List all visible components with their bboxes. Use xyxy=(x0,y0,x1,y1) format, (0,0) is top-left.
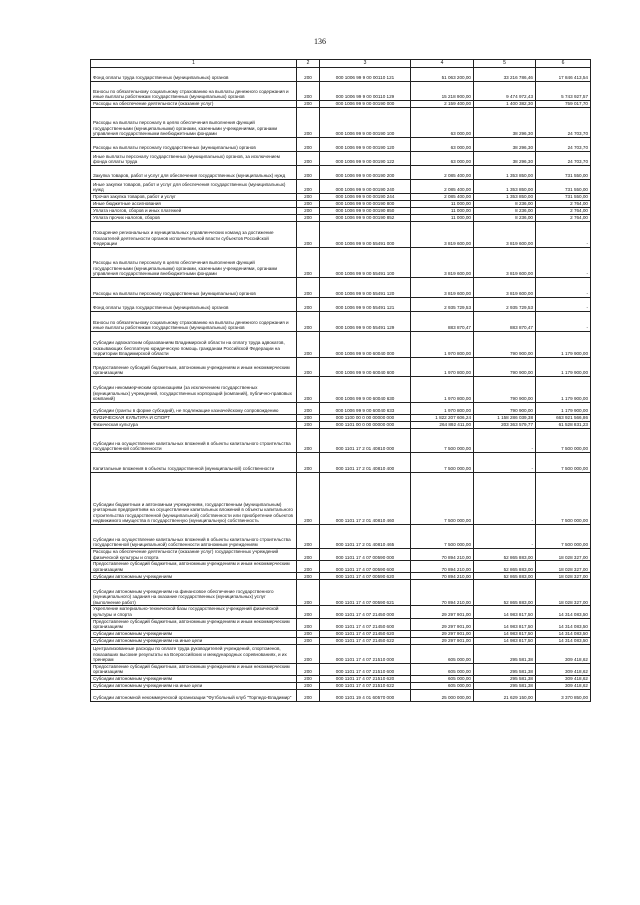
row-approved-amount-cell: 883 870,47 xyxy=(411,312,474,332)
row-approved-amount-cell: 3 819 600,00 xyxy=(411,222,474,248)
row-name-cell: Субсидии автономным учреждениям xyxy=(91,675,297,682)
page-number: 136 xyxy=(314,37,326,46)
row-name-cell: Субсидии автономным учреждениям на финансовое обеспечение государственного (муниципального) задания на оказание государственных (муниципальных) услуг (выполнение работ) xyxy=(91,580,297,606)
table-row xyxy=(91,332,591,358)
row-classification-code-cell: 000 1006 99 9 00 00190 000 xyxy=(320,101,411,108)
row-code-cell: 200 xyxy=(297,152,320,166)
row-name-cell: Фонд оплаты труда государственных (муниципальных) органов xyxy=(91,68,297,82)
row-code-cell: 200 xyxy=(297,215,320,222)
row-classification-code-cell: 000 1101 17 4 07 21510 000 xyxy=(320,644,411,663)
row-classification-code-cell: 000 1006 99 9 00 00190 800 xyxy=(320,201,411,208)
row-approved-amount-cell: 11 000,00 xyxy=(411,208,474,215)
table-row xyxy=(91,415,591,422)
row-approved-amount-cell: 605 000,00 xyxy=(411,682,474,689)
row-executed-amount-cell: 14 983 817,50 xyxy=(474,637,536,644)
row-code-cell: 200 xyxy=(297,675,320,682)
row-approved-amount-cell: 2 085 400,00 xyxy=(411,180,474,194)
row-code-cell: 200 xyxy=(297,689,320,701)
row-approved-amount-cell: 70 894 210,00 xyxy=(411,549,474,561)
row-approved-amount-cell: 2 085 400,00 xyxy=(411,166,474,180)
row-classification-code-cell: 000 1101 17 4 07 21510 620 xyxy=(320,675,411,682)
row-unexecuted-amount-cell: 759 017,70 xyxy=(536,101,591,108)
row-unexecuted-amount-cell: 309 418,62 xyxy=(536,663,591,675)
row-approved-amount-cell: 25 000 000,00 xyxy=(411,689,474,701)
row-name-cell: Субсидии (гранты в форме субсидий), не подлежащие казначейскому сопровождению xyxy=(91,403,297,415)
row-name-cell: Иные бюджетные ассигнования xyxy=(91,201,297,208)
row-approved-amount-cell: 1 970 800,00 xyxy=(411,377,474,403)
table-row xyxy=(91,377,591,403)
row-code-cell: 200 xyxy=(297,166,320,180)
row-executed-amount-cell: 295 581,38 xyxy=(474,682,536,689)
row-classification-code-cell: 000 1006 99 9 00 00190 244 xyxy=(320,194,411,201)
table-row xyxy=(91,637,591,644)
row-classification-code-cell: 000 1006 99 9 00 00190 122 xyxy=(320,152,411,166)
row-approved-amount-cell: 2 935 729,53 xyxy=(411,298,474,312)
header-cell-5: 5 xyxy=(474,60,536,68)
row-code-cell: 200 xyxy=(297,549,320,561)
row-approved-amount-cell: 605 000,00 xyxy=(411,644,474,663)
budget-table xyxy=(90,59,591,702)
row-classification-code-cell: 000 1006 99 9 00 00190 850 xyxy=(320,208,411,215)
table-row xyxy=(91,549,591,561)
row-approved-amount-cell: 605 000,00 xyxy=(411,663,474,675)
row-approved-amount-cell: 2 085 400,00 xyxy=(411,194,474,201)
row-unexecuted-amount-cell: 3 370 850,00 xyxy=(536,689,591,701)
table-row xyxy=(91,278,591,298)
row-code-cell: 200 xyxy=(297,194,320,201)
row-unexecuted-amount-cell: 7 500 000,00 xyxy=(536,429,591,453)
table-row xyxy=(91,208,591,215)
row-approved-amount-cell: 63 000,00 xyxy=(411,138,474,152)
row-code-cell: 200 xyxy=(297,377,320,403)
row-unexecuted-amount-cell: 1 179 900,00 xyxy=(536,358,591,377)
row-unexecuted-amount-cell: 7 500 000,00 xyxy=(536,453,591,473)
row-name-cell: Предоставление субсидий бюджетным, автономным учреждениям и иным некоммерческим организациям xyxy=(91,663,297,675)
row-classification-code-cell: 000 1101 00 0 00 00000 000 xyxy=(320,422,411,429)
row-approved-amount-cell: 7 500 000,00 xyxy=(411,473,474,525)
row-code-cell: 200 xyxy=(297,101,320,108)
row-executed-amount-cell: 3 819 600,00 xyxy=(474,278,536,298)
row-name-cell: Субсидии автономным учреждениям xyxy=(91,630,297,637)
row-approved-amount-cell: 1 822 207 606,24 xyxy=(411,415,474,422)
row-classification-code-cell: 000 1101 17 4 07 00590 620 xyxy=(320,573,411,580)
row-unexecuted-amount-cell: 14 314 083,50 xyxy=(536,630,591,637)
row-executed-amount-cell: 14 983 817,50 xyxy=(474,606,536,618)
row-code-cell: 200 xyxy=(297,358,320,377)
row-name-cell: Расходы на выплаты персоналу в целях обеспечения выполнения функций государственными (муниципальными) органами, казенными учреждениями, органами управления государственными внебюджетными фондами xyxy=(91,248,297,278)
row-unexecuted-amount-cell: 14 314 083,50 xyxy=(536,618,591,630)
row-executed-amount-cell: 21 629 150,00 xyxy=(474,689,536,701)
row-unexecuted-amount-cell: 1 179 900,00 xyxy=(536,377,591,403)
header-cell-1: 1 xyxy=(91,60,297,68)
table-row xyxy=(91,298,591,312)
table-row xyxy=(91,222,591,248)
row-executed-amount-cell: 3 819 600,00 xyxy=(474,248,536,278)
table-row xyxy=(91,429,591,453)
row-code-cell: 200 xyxy=(297,68,320,82)
row-classification-code-cell: 000 1006 99 9 00 55491 100 xyxy=(320,248,411,278)
row-name-cell: Капитальные вложения в объекты государственной (муниципальной) собственности xyxy=(91,453,297,473)
table-body xyxy=(91,68,591,702)
row-classification-code-cell: 000 1006 99 9 00 55491 129 xyxy=(320,312,411,332)
row-executed-amount-cell: - xyxy=(474,429,536,453)
row-name-cell: Фонд оплаты труда государственных (муниципальных) органов xyxy=(91,298,297,312)
row-unexecuted-amount-cell: - xyxy=(536,278,591,298)
row-name-cell: Субсидии автономным учреждениям на иные цели xyxy=(91,637,297,644)
row-approved-amount-cell: 29 297 901,00 xyxy=(411,630,474,637)
row-unexecuted-amount-cell: 18 028 327,00 xyxy=(536,573,591,580)
row-unexecuted-amount-cell: 24 703,70 xyxy=(536,108,591,138)
row-code-cell: 200 xyxy=(297,682,320,689)
row-executed-amount-cell: 38 296,30 xyxy=(474,152,536,166)
row-executed-amount-cell: 203 363 579,77 xyxy=(474,422,536,429)
row-unexecuted-amount-cell: 2 764,00 xyxy=(536,215,591,222)
row-unexecuted-amount-cell: 309 418,62 xyxy=(536,675,591,682)
row-executed-amount-cell: 9 474 972,43 xyxy=(474,82,536,101)
row-code-cell: 200 xyxy=(297,312,320,332)
row-classification-code-cell: 000 1101 17 4 07 21450 600 xyxy=(320,618,411,630)
table-row xyxy=(91,201,591,208)
row-approved-amount-cell: 70 894 210,00 xyxy=(411,573,474,580)
row-approved-amount-cell: 1 970 800,00 xyxy=(411,358,474,377)
table-row xyxy=(91,630,591,637)
row-classification-code-cell: 000 1101 17 4 07 21510 600 xyxy=(320,663,411,675)
table-row xyxy=(91,180,591,194)
row-unexecuted-amount-cell: 309 418,62 xyxy=(536,682,591,689)
row-unexecuted-amount-cell: 18 028 327,00 xyxy=(536,561,591,573)
row-code-cell: 200 xyxy=(297,422,320,429)
row-unexecuted-amount-cell: 309 418,62 xyxy=(536,644,591,663)
row-approved-amount-cell: 7 500 000,00 xyxy=(411,525,474,549)
row-executed-amount-cell: 790 900,00 xyxy=(474,403,536,415)
row-approved-amount-cell: 29 297 901,00 xyxy=(411,606,474,618)
row-unexecuted-amount-cell: 7 500 000,00 xyxy=(536,525,591,549)
row-code-cell: 200 xyxy=(297,429,320,453)
table-row xyxy=(91,358,591,377)
row-name-cell: Уплата прочих налогов, сборов xyxy=(91,215,297,222)
row-code-cell: 200 xyxy=(297,561,320,573)
row-executed-amount-cell: 14 983 817,50 xyxy=(474,618,536,630)
row-approved-amount-cell: 1 970 800,00 xyxy=(411,403,474,415)
row-executed-amount-cell: 52 865 883,00 xyxy=(474,573,536,580)
table-header-row xyxy=(91,60,591,68)
row-name-cell: Предоставление субсидий бюджетным, автономным учреждениям и иным некоммерческим организациям xyxy=(91,618,297,630)
row-executed-amount-cell: 3 819 600,00 xyxy=(474,222,536,248)
row-code-cell: 200 xyxy=(297,453,320,473)
row-approved-amount-cell: 29 297 901,00 xyxy=(411,637,474,644)
table-row xyxy=(91,152,591,166)
row-unexecuted-amount-cell: 2 764,00 xyxy=(536,201,591,208)
row-classification-code-cell: 000 1101 17 2 01 40810 460 xyxy=(320,473,411,525)
row-name-cell: Субсидии бюджетным и автономным учреждениям, государственным (муниципальным) унитарным предприятиям на осуществление капитальных вложений в объекты капитального строительства государственной (муниципальной) собственности или приобретение объектов недвижимого имущества в государственную (муниципальную) собственность xyxy=(91,473,297,525)
row-approved-amount-cell: 51 063 200,00 xyxy=(411,68,474,82)
row-classification-code-cell: 000 1006 99 9 00 00190 100 xyxy=(320,108,411,138)
row-code-cell: 200 xyxy=(297,180,320,194)
row-classification-code-cell: 000 1101 17 4 07 21510 622 xyxy=(320,682,411,689)
row-code-cell: 200 xyxy=(297,580,320,606)
table-row xyxy=(91,453,591,473)
row-name-cell: Субсидии автономным учреждениям xyxy=(91,573,297,580)
row-executed-amount-cell: 1 353 850,00 xyxy=(474,166,536,180)
row-classification-code-cell: 000 1006 99 9 00 00190 120 xyxy=(320,138,411,152)
table-row xyxy=(91,194,591,201)
header-cell-4: 4 xyxy=(411,60,474,68)
row-name-cell: Закупка товаров, работ и услуг для обеспечения государственных (муниципальных) нужд xyxy=(91,166,297,180)
row-executed-amount-cell: 52 865 883,00 xyxy=(474,549,536,561)
row-unexecuted-amount-cell: - xyxy=(536,248,591,278)
row-unexecuted-amount-cell: 14 314 083,50 xyxy=(536,637,591,644)
row-name-cell: Поощрение региональных и муниципальных управленческих команд за достижение показателей деятельности органов исполнительной власти субъектов Российской Федерации xyxy=(91,222,297,248)
row-unexecuted-amount-cell: 24 703,70 xyxy=(536,152,591,166)
row-code-cell: 200 xyxy=(297,138,320,152)
row-classification-code-cell: 000 1101 17 2 01 40810 465 xyxy=(320,525,411,549)
row-unexecuted-amount-cell: 731 550,00 xyxy=(536,166,591,180)
row-name-cell: Физическая культура xyxy=(91,422,297,429)
row-unexecuted-amount-cell: 7 500 000,00 xyxy=(536,473,591,525)
header-cell-6: 6 xyxy=(536,60,591,68)
row-executed-amount-cell: 33 216 786,46 xyxy=(474,68,536,82)
row-approved-amount-cell: 605 000,00 xyxy=(411,675,474,682)
row-executed-amount-cell: 1 353 850,00 xyxy=(474,194,536,201)
row-unexecuted-amount-cell: 663 921 566,86 xyxy=(536,415,591,422)
row-approved-amount-cell: 1 970 800,00 xyxy=(411,332,474,358)
table-row xyxy=(91,580,591,606)
row-classification-code-cell: 000 1101 17 4 07 00590 000 xyxy=(320,549,411,561)
row-approved-amount-cell: 63 000,00 xyxy=(411,152,474,166)
row-approved-amount-cell: 2 159 400,00 xyxy=(411,101,474,108)
table-row xyxy=(91,561,591,573)
row-unexecuted-amount-cell: 18 028 327,00 xyxy=(536,580,591,606)
row-code-cell: 200 xyxy=(297,525,320,549)
table-row xyxy=(91,215,591,222)
table-row xyxy=(91,689,591,701)
row-classification-code-cell: 000 1006 99 9 00 00110 121 xyxy=(320,68,411,82)
row-classification-code-cell: 000 1006 99 9 00 00110 129 xyxy=(320,82,411,101)
table-row xyxy=(91,166,591,180)
row-classification-code-cell: 000 1101 17 4 07 00590 600 xyxy=(320,561,411,573)
table-row xyxy=(91,68,591,82)
row-executed-amount-cell: 883 870,47 xyxy=(474,312,536,332)
row-code-cell: 200 xyxy=(297,403,320,415)
row-executed-amount-cell: - xyxy=(474,473,536,525)
row-code-cell: 200 xyxy=(297,637,320,644)
row-name-cell: Субсидии на осуществление капитальных вложений в объекты капитального строительства государственной собственности xyxy=(91,429,297,453)
row-executed-amount-cell: 2 935 729,53 xyxy=(474,298,536,312)
row-classification-code-cell: 000 1006 99 9 00 00190 200 xyxy=(320,166,411,180)
table-row xyxy=(91,248,591,278)
table-row xyxy=(91,473,591,525)
header-cell-2: 2 xyxy=(297,60,320,68)
row-code-cell: 200 xyxy=(297,298,320,312)
row-executed-amount-cell: 295 581,38 xyxy=(474,675,536,682)
row-code-cell: 200 xyxy=(297,644,320,663)
row-unexecuted-amount-cell: 731 550,00 xyxy=(536,194,591,201)
row-name-cell: Расходы на выплаты персоналу государственных (муниципальных) органов xyxy=(91,138,297,152)
row-unexecuted-amount-cell: 2 764,00 xyxy=(536,208,591,215)
row-name-cell: Субсидии на осуществление капитальных вложений в объекты капитального строительства государственной (муниципальной) собственности автономным учреждениям xyxy=(91,525,297,549)
row-code-cell: 200 xyxy=(297,473,320,525)
table-row xyxy=(91,682,591,689)
row-unexecuted-amount-cell: - xyxy=(536,312,591,332)
row-approved-amount-cell: 3 819 600,00 xyxy=(411,278,474,298)
row-classification-code-cell: 000 1006 99 9 00 60040 633 xyxy=(320,403,411,415)
row-approved-amount-cell: 7 500 000,00 xyxy=(411,429,474,453)
row-code-cell: 200 xyxy=(297,208,320,215)
row-executed-amount-cell: 295 581,38 xyxy=(474,663,536,675)
row-executed-amount-cell: 8 236,00 xyxy=(474,201,536,208)
row-approved-amount-cell: 63 000,00 xyxy=(411,108,474,138)
row-name-cell: Иные закупки товаров, работ и услуг для обеспечения государственных (муниципальных) нужд xyxy=(91,180,297,194)
row-name-cell: Субсидии автономным учреждениям на иные цели xyxy=(91,682,297,689)
row-unexecuted-amount-cell: 17 846 413,54 xyxy=(536,68,591,82)
row-classification-code-cell: 000 1006 99 9 00 60040 630 xyxy=(320,377,411,403)
row-executed-amount-cell: 790 900,00 xyxy=(474,332,536,358)
row-executed-amount-cell: 8 236,00 xyxy=(474,208,536,215)
row-name-cell: ФИЗИЧЕСКАЯ КУЛЬТУРА И СПОРТ xyxy=(91,415,297,422)
table-row xyxy=(91,82,591,101)
row-executed-amount-cell: 52 865 883,00 xyxy=(474,561,536,573)
row-code-cell: 200 xyxy=(297,222,320,248)
row-name-cell: Взносы по обязательному социальному страхованию на выплаты денежного содержания и иные выплаты работникам государственных (муниципальных) органов xyxy=(91,82,297,101)
row-approved-amount-cell: 3 819 600,00 xyxy=(411,248,474,278)
row-name-cell: Уплата налогов, сборов и иных платежей xyxy=(91,208,297,215)
row-code-cell: 200 xyxy=(297,248,320,278)
table-row xyxy=(91,675,591,682)
row-unexecuted-amount-cell: 731 550,00 xyxy=(536,180,591,194)
row-executed-amount-cell: 14 983 817,50 xyxy=(474,630,536,637)
row-executed-amount-cell: 790 900,00 xyxy=(474,377,536,403)
row-code-cell: 200 xyxy=(297,606,320,618)
row-name-cell: Предоставление субсидий бюджетным, автономным учреждениям и иным некоммерческим организациям xyxy=(91,561,297,573)
row-classification-code-cell: 000 1006 99 9 00 60040 600 xyxy=(320,358,411,377)
row-executed-amount-cell: - xyxy=(474,525,536,549)
row-executed-amount-cell: 38 296,30 xyxy=(474,138,536,152)
row-unexecuted-amount-cell: 24 703,70 xyxy=(536,138,591,152)
row-code-cell: 200 xyxy=(297,332,320,358)
row-classification-code-cell: 000 1101 17 4 07 00590 621 xyxy=(320,580,411,606)
row-classification-code-cell: 000 1100 00 0 00 00000 000 xyxy=(320,415,411,422)
row-name-cell: Субсидии адвокатским образованиям Владимирской области на оплату труда адвокатов, оказывающих бесплатную юридическую помощь гражданам Российской Федерации на территории Владимирской области xyxy=(91,332,297,358)
table-row xyxy=(91,573,591,580)
row-code-cell: 200 xyxy=(297,663,320,675)
row-classification-code-cell: 000 1006 99 9 00 55491 120 xyxy=(320,278,411,298)
row-executed-amount-cell: 1 353 850,00 xyxy=(474,180,536,194)
row-code-cell: 200 xyxy=(297,415,320,422)
table-row xyxy=(91,618,591,630)
row-classification-code-cell: 000 1006 99 9 00 55491 000 xyxy=(320,222,411,248)
table-row xyxy=(91,663,591,675)
row-name-cell: Взносы по обязательному социальному страхованию на выплаты денежного содержания и иные выплаты работникам государственных (муниципальных) органов xyxy=(91,312,297,332)
row-unexecuted-amount-cell: 1 179 900,00 xyxy=(536,332,591,358)
row-code-cell: 200 xyxy=(297,201,320,208)
header-cell-3: 3 xyxy=(320,60,411,68)
row-code-cell: 200 xyxy=(297,573,320,580)
row-approved-amount-cell: 11 000,00 xyxy=(411,215,474,222)
row-code-cell: 200 xyxy=(297,82,320,101)
row-executed-amount-cell: 8 236,00 xyxy=(474,215,536,222)
row-approved-amount-cell: 264 892 411,00 xyxy=(411,422,474,429)
row-name-cell: Субсидии автономной некоммерческой организации "Футбольный клуб "Торпедо-Владимир" xyxy=(91,689,297,701)
row-unexecuted-amount-cell: - xyxy=(536,298,591,312)
row-approved-amount-cell: 29 297 901,00 xyxy=(411,618,474,630)
row-name-cell: Субсидии некоммерческим организациям (за исключением государственных (муниципальных) учреждений, государственных корпораций (компаний), публично-правовых компаний) xyxy=(91,377,297,403)
row-executed-amount-cell: 1 158 286 039,38 xyxy=(474,415,536,422)
row-unexecuted-amount-cell: 18 028 327,00 xyxy=(536,549,591,561)
row-classification-code-cell: 000 1101 17 2 01 40810 000 xyxy=(320,429,411,453)
table-row xyxy=(91,606,591,618)
row-classification-code-cell: 000 1101 17 4 07 21450 622 xyxy=(320,637,411,644)
row-name-cell: Централизованные расходы по оплате труда руководителей учреждений, спортсменов, показавших высокие результаты на Всероссийских и международных соревнованиях, и их тренерам xyxy=(91,644,297,663)
row-name-cell: Расходы на обеспечение деятельности (оказание услуг) государственных учреждений физической культуры и спорта xyxy=(91,549,297,561)
row-unexecuted-amount-cell: 14 314 083,50 xyxy=(536,606,591,618)
row-approved-amount-cell: 70 894 210,00 xyxy=(411,561,474,573)
table-row xyxy=(91,312,591,332)
row-classification-code-cell: 000 1006 99 9 00 00190 852 xyxy=(320,215,411,222)
table-row xyxy=(91,108,591,138)
row-unexecuted-amount-cell: - xyxy=(536,222,591,248)
table-row xyxy=(91,138,591,152)
table-row xyxy=(91,101,591,108)
row-name-cell: Укрепление материально-технической базы государственных учреждений физической культуры и спорта xyxy=(91,606,297,618)
row-code-cell: 200 xyxy=(297,278,320,298)
row-name-cell: Расходы на выплаты персоналу в целях обеспечения выполнения функций государственными (муниципальными) органами, казенными учреждениями, органами управления государственными внебюджетными фондами xyxy=(91,108,297,138)
row-name-cell: Предоставление субсидий бюджетным, автономным учреждениям и иным некоммерческим организациям xyxy=(91,358,297,377)
table-row xyxy=(91,403,591,415)
row-code-cell: 200 xyxy=(297,108,320,138)
row-executed-amount-cell: 295 581,38 xyxy=(474,644,536,663)
row-classification-code-cell: 000 1101 19 4 01 60570 000 xyxy=(320,689,411,701)
row-unexecuted-amount-cell: 5 743 927,57 xyxy=(536,82,591,101)
row-approved-amount-cell: 7 500 000,00 xyxy=(411,453,474,473)
row-approved-amount-cell: 70 894 210,00 xyxy=(411,580,474,606)
table-row xyxy=(91,644,591,663)
row-approved-amount-cell: 15 218 900,00 xyxy=(411,82,474,101)
row-executed-amount-cell: - xyxy=(474,453,536,473)
row-executed-amount-cell: 38 296,30 xyxy=(474,108,536,138)
row-classification-code-cell: 000 1101 17 2 01 40810 400 xyxy=(320,453,411,473)
row-approved-amount-cell: 11 000,00 xyxy=(411,201,474,208)
row-name-cell: Прочая закупка товаров, работ и услуг xyxy=(91,194,297,201)
row-code-cell: 200 xyxy=(297,630,320,637)
row-name-cell: Расходы на обеспечение деятельности (оказание услуг) xyxy=(91,101,297,108)
row-executed-amount-cell: 52 865 883,00 xyxy=(474,580,536,606)
row-executed-amount-cell: 1 400 382,30 xyxy=(474,101,536,108)
row-classification-code-cell: 000 1101 17 4 07 21450 620 xyxy=(320,630,411,637)
row-classification-code-cell: 000 1006 99 9 00 55491 121 xyxy=(320,298,411,312)
row-name-cell: Иные выплаты персоналу государственных (муниципальных) органов, за исключением фонда оплаты труда xyxy=(91,152,297,166)
row-code-cell: 200 xyxy=(297,618,320,630)
table-row xyxy=(91,422,591,429)
row-classification-code-cell: 000 1101 17 4 07 21450 000 xyxy=(320,606,411,618)
row-executed-amount-cell: 790 900,00 xyxy=(474,358,536,377)
row-unexecuted-amount-cell: 61 528 831,23 xyxy=(536,422,591,429)
row-classification-code-cell: 000 1006 99 9 00 00190 240 xyxy=(320,180,411,194)
table-row xyxy=(91,525,591,549)
row-classification-code-cell: 000 1006 99 9 00 60040 000 xyxy=(320,332,411,358)
row-unexecuted-amount-cell: 1 179 900,00 xyxy=(536,403,591,415)
row-name-cell: Расходы на выплаты персоналу государственных (муниципальных) органов xyxy=(91,278,297,298)
